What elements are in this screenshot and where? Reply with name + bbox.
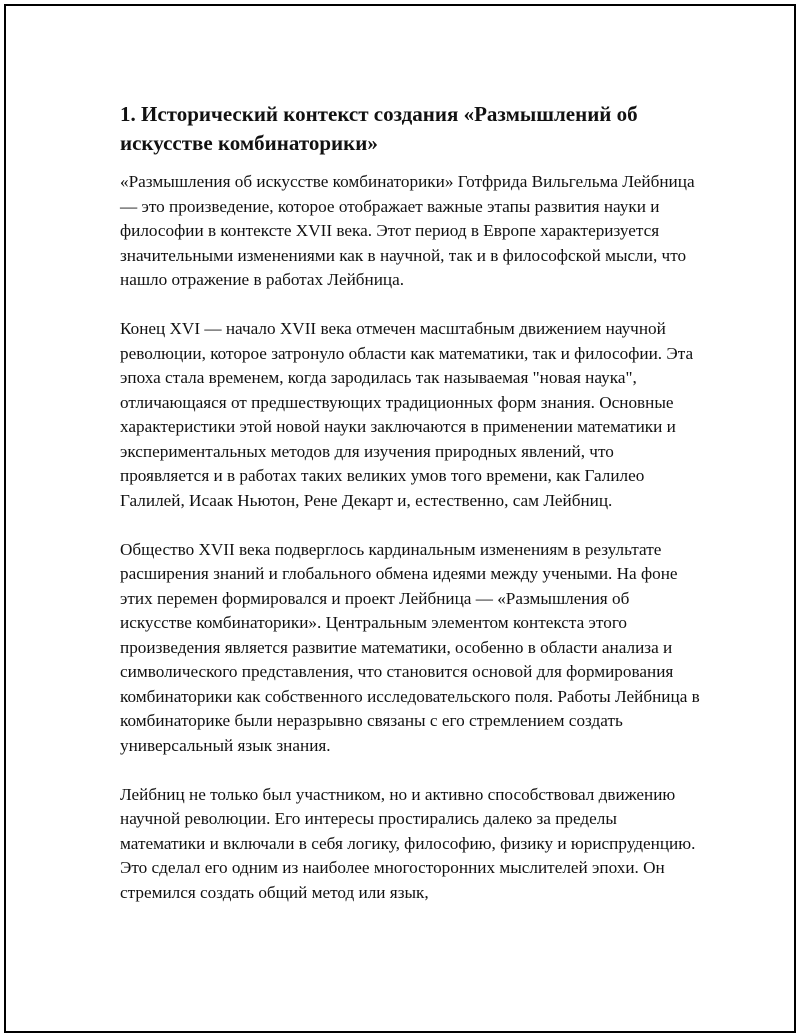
paragraph-3: Общество XVII века подверглось кардинальным изменениям в результате расширения знаний и глобального обмена идеями между учеными. На фоне этих перемен формировался и проект Лейбница — «Размышления об искусстве комбинаторики». Центральным элементом контекста этого произведения является развитие математики, особенно в области анализа и символического представления, что становится основой для формирования комбинаторики как собственного исследовательского поля. Работы Лейбница в комбинаторике были неразрывно связаны с его стремлением создать универсальный язык знания. xyxy=(120,539,700,755)
paragraph-4: Лейбниц не только был участником, но и активно способствовал движению научной революции. Его интересы простирались далеко за пределы математики и включали в себя логику, философию, физику и юриспруденцию. Это сделал его одним из наиболее многосторонних мыслителей эпохи. Он стремился создать общий метод или язык, xyxy=(120,784,696,902)
section-heading: 1. Исторический контекст создания «Размышлений об искусстве комбинаторики» xyxy=(120,102,638,155)
paragraph-1: «Размышления об искусстве комбинаторики» Готфрида Вильгельма Лейбница — это произведение, которое отображает важные этапы развития науки и философии в контексте XVII века. Этот период в Европе характеризуется значительными изменениями как в научной, так и в философской мысли, что нашло отражение в работах Лейбница. xyxy=(120,172,695,289)
document-body xyxy=(120,100,700,930)
paragraph-2: Конец XVI — начало XVII века отмечен масштабным движением научной революции, которое затронуло области как математики, так и философии. Эта эпоха стала временем, когда зародилась так называемая "новая наука", отличающаяся от предшествующих традиционных форм знания. Основные характеристики этой новой науки заключаются в применении математики и экспериментальных методов для изучения природных явлений, что проявляется и в работах таких великих умов того времени, как Галилео Галилей, Исаак Ньютон, Рене Декарт и, естественно, сам Лейбниц. xyxy=(120,319,694,510)
page-frame xyxy=(4,4,796,1033)
